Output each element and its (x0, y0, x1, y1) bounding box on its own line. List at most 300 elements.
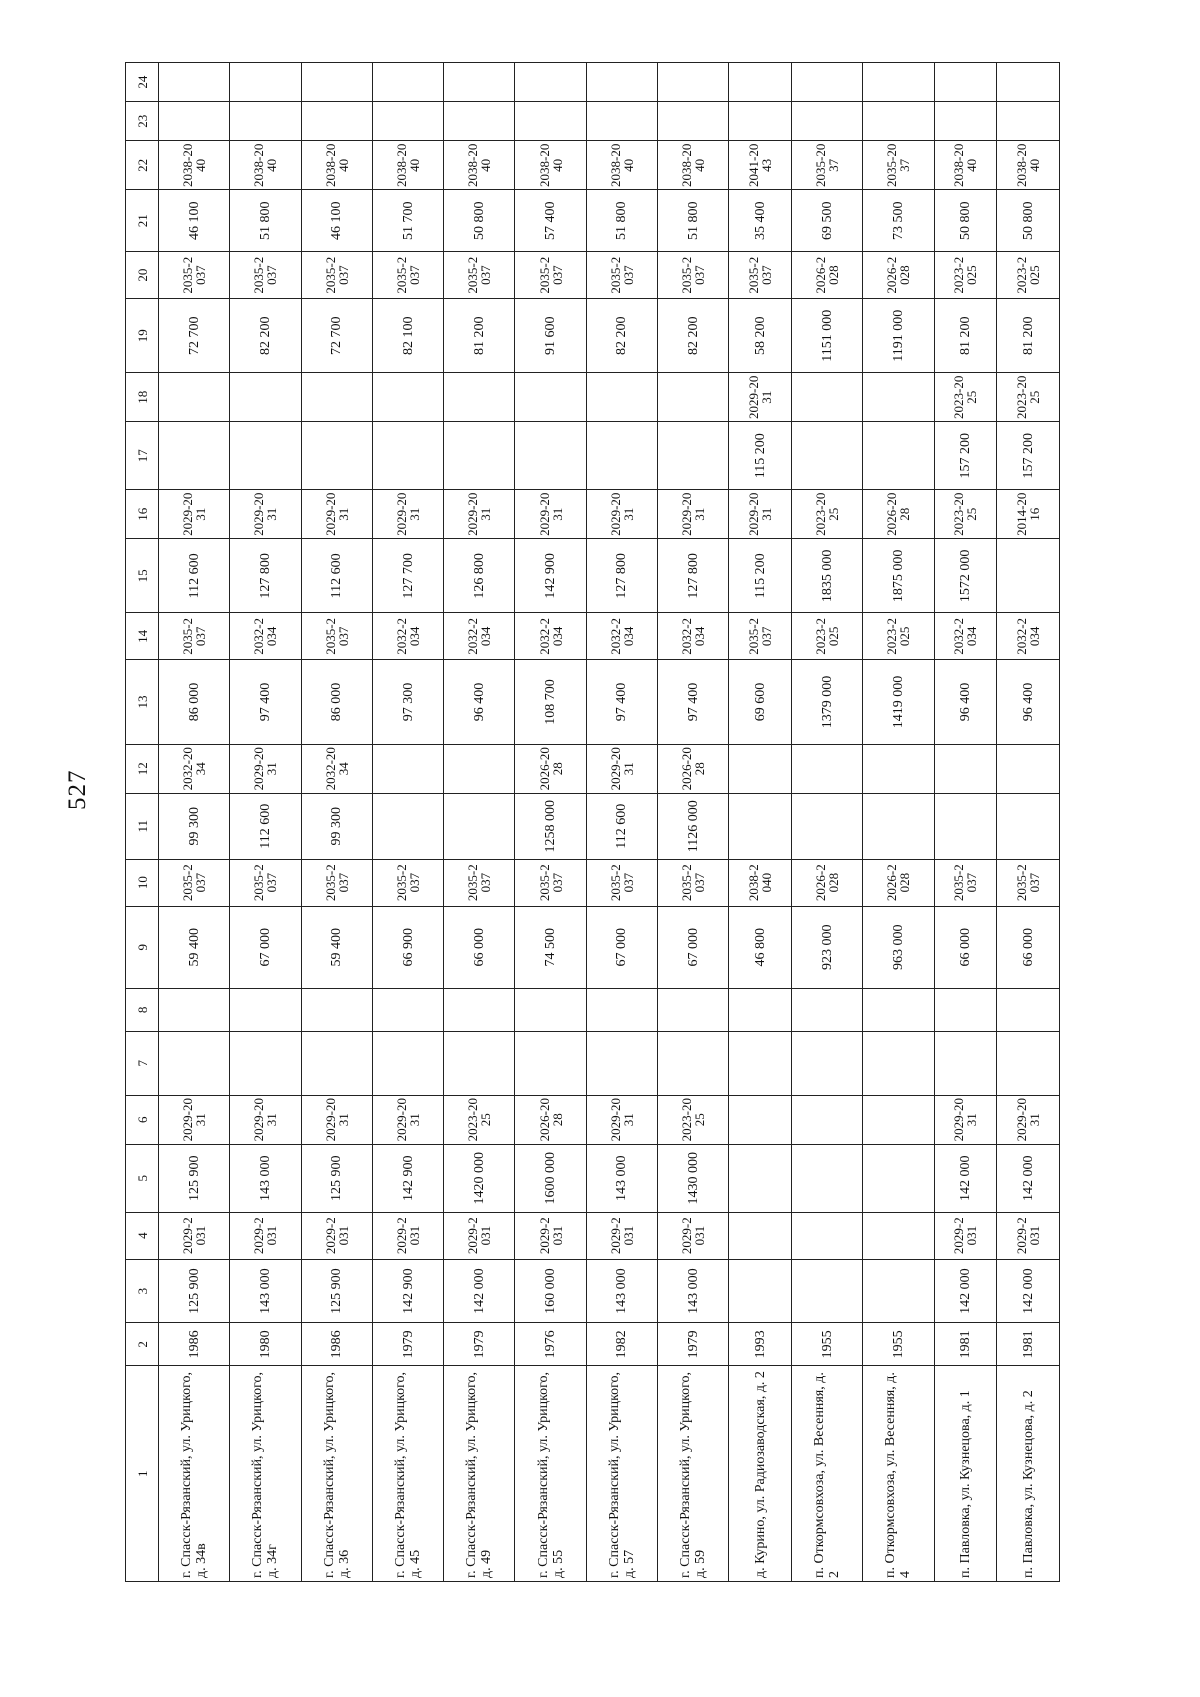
table-cell: 127 700 (372, 539, 443, 613)
data-table (125, 62, 1060, 1582)
table-cell: 50 800 (934, 190, 997, 252)
table-cell: 66 000 (934, 906, 997, 988)
table-cell (729, 1144, 792, 1212)
table-cell: 99 300 (159, 793, 230, 859)
table-cell: 97 400 (658, 660, 729, 744)
table-cell: 2035-2037 (301, 252, 372, 299)
table-cell: 74 500 (515, 906, 586, 988)
table-cell (658, 102, 729, 141)
table-cell: 67 000 (658, 906, 729, 988)
table-cell: 2029-2031 (372, 1212, 443, 1259)
table-cell: 142 000 (997, 1144, 1060, 1212)
table-cell: 142 000 (934, 1144, 997, 1212)
table-cell: 142 000 (997, 1259, 1060, 1323)
table-cell: 2023-2025 (658, 1095, 729, 1144)
table-cell: 2026-2028 (863, 859, 934, 906)
table-cell: 51 800 (658, 190, 729, 252)
table-cell (372, 102, 443, 141)
table-cell (444, 793, 515, 859)
column-header: 24 (126, 63, 159, 102)
table-cell (729, 102, 792, 141)
table-cell: 66 000 (444, 906, 515, 988)
address-cell: г. Спасск-Рязанский, ул. Урицкого, д. 34г (230, 1366, 301, 1582)
table-cell: 2029-2031 (997, 1095, 1060, 1144)
table-cell (658, 63, 729, 102)
table-cell: 2029-2031 (515, 490, 586, 539)
table-cell: 2023-2025 (997, 252, 1060, 299)
table-cell: 112 600 (586, 793, 657, 859)
table-cell: 2029-2031 (658, 1212, 729, 1259)
address-cell: п. Павловка, ул. Кузнецова, д. 1 (934, 1366, 997, 1582)
table-cell: 2035-2037 (658, 252, 729, 299)
table-cell: 127 800 (658, 539, 729, 613)
table-cell (934, 988, 997, 1031)
table-cell (372, 422, 443, 490)
table-cell: 2029-2031 (515, 1212, 586, 1259)
column-header: 20 (126, 252, 159, 299)
table-cell: 2035-2037 (372, 252, 443, 299)
table-cell: 127 800 (230, 539, 301, 613)
table-cell: 2035-2037 (792, 141, 863, 190)
table-cell: 2038-2040 (159, 141, 230, 190)
table-cell: 1258 000 (515, 793, 586, 859)
table-row (159, 63, 230, 1582)
table-cell: 2026-2028 (863, 490, 934, 539)
table-cell: 2035-2037 (301, 613, 372, 660)
table-cell: 81 200 (444, 299, 515, 373)
table-cell: 72 700 (301, 299, 372, 373)
table-cell (515, 63, 586, 102)
table-cell: 1126 000 (658, 793, 729, 859)
table-cell: 2038-2040 (934, 141, 997, 190)
table-row (301, 63, 372, 1582)
table-cell: 66 900 (372, 906, 443, 988)
table-cell: 1379 000 (792, 660, 863, 744)
table-cell: 2029-2031 (586, 744, 657, 793)
table-cell: 97 400 (230, 660, 301, 744)
address-cell: д. Курино, ул. Радиозаводская, д. 2 (729, 1366, 792, 1582)
page-number: 527 (64, 769, 91, 810)
table-cell: 127 800 (586, 539, 657, 613)
table-cell (444, 422, 515, 490)
table-cell (444, 373, 515, 422)
table-cell (792, 988, 863, 1031)
table-cell (934, 1031, 997, 1095)
table-cell: 46 100 (159, 190, 230, 252)
table-cell (863, 1212, 934, 1259)
table-cell (792, 373, 863, 422)
column-header: 15 (126, 539, 159, 613)
table-cell: 112 600 (301, 539, 372, 613)
table-cell: 51 700 (372, 190, 443, 252)
table-cell: 112 600 (230, 793, 301, 859)
table-row (586, 63, 657, 1582)
table-cell (444, 1031, 515, 1095)
table-cell: 2032-2034 (934, 613, 997, 660)
table-cell (863, 373, 934, 422)
table-cell (301, 373, 372, 422)
table-cell: 91 600 (515, 299, 586, 373)
table-row (444, 63, 515, 1582)
table-cell: 1986 (159, 1323, 230, 1366)
table-cell: 2029-2031 (586, 490, 657, 539)
table-cell: 1430 000 (658, 1144, 729, 1212)
table-cell: 2029-2031 (444, 1212, 515, 1259)
table-cell: 108 700 (515, 660, 586, 744)
table-cell: 2029-2031 (230, 1212, 301, 1259)
table-cell: 1982 (586, 1323, 657, 1366)
table-cell: 2029-2031 (301, 1212, 372, 1259)
table-cell: 2029-2031 (301, 1095, 372, 1144)
column-header: 6 (126, 1095, 159, 1144)
table-cell: 2029-2031 (159, 1095, 230, 1144)
table-cell (729, 744, 792, 793)
table-cell: 125 900 (159, 1144, 230, 1212)
table-cell: 2026-2028 (863, 252, 934, 299)
table-cell: 2035-2037 (515, 252, 586, 299)
table-cell: 2041-2043 (729, 141, 792, 190)
table-cell: 143 000 (586, 1144, 657, 1212)
table-cell: 2035-2037 (997, 859, 1060, 906)
column-header: 18 (126, 373, 159, 422)
table-cell: 82 200 (658, 299, 729, 373)
table-cell (515, 988, 586, 1031)
table-cell: 72 700 (159, 299, 230, 373)
table-cell: 66 000 (997, 906, 1060, 988)
column-header: 12 (126, 744, 159, 793)
table-cell: 142 900 (372, 1259, 443, 1323)
table-cell: 2035-2037 (372, 859, 443, 906)
table-cell: 2035-2037 (230, 252, 301, 299)
table-cell: 1191 000 (863, 299, 934, 373)
table-cell: 2038-2040 (301, 141, 372, 190)
table-cell: 2023-2025 (444, 1095, 515, 1144)
table-cell: 115 200 (729, 539, 792, 613)
table-cell: 1151 000 (792, 299, 863, 373)
table-cell: 96 400 (934, 660, 997, 744)
table-cell: 2035-2037 (444, 859, 515, 906)
table-cell (230, 373, 301, 422)
table-cell: 1955 (792, 1323, 863, 1366)
table-cell (863, 422, 934, 490)
table-cell: 46 100 (301, 190, 372, 252)
table-cell (159, 422, 230, 490)
table-cell (230, 988, 301, 1031)
table-cell (159, 988, 230, 1031)
table-body (159, 63, 1060, 1582)
table-cell: 2029-2031 (729, 490, 792, 539)
table-cell (230, 63, 301, 102)
table-cell: 86 000 (301, 660, 372, 744)
table-cell: 923 000 (792, 906, 863, 988)
table-cell (159, 373, 230, 422)
table-cell: 2029-2031 (997, 1212, 1060, 1259)
address-cell: п. Откормсовхоза, ул. Весенняя, д. 2 (792, 1366, 863, 1582)
table-cell (863, 63, 934, 102)
table-cell: 2029-2031 (658, 490, 729, 539)
table-cell: 73 500 (863, 190, 934, 252)
table-cell: 2032-2034 (159, 744, 230, 793)
address-cell: п. Откормсовхоза, ул. Весенняя, д. 4 (863, 1366, 934, 1582)
table-row (729, 63, 792, 1582)
table-cell (301, 102, 372, 141)
table-cell: 1835 000 (792, 539, 863, 613)
table-cell (863, 1095, 934, 1144)
table-cell: 115 200 (729, 422, 792, 490)
table-cell (159, 1031, 230, 1095)
table-cell: 57 400 (515, 190, 586, 252)
table-cell: 2029-2031 (159, 490, 230, 539)
table-cell (863, 102, 934, 141)
table-cell: 2035-2037 (159, 859, 230, 906)
table-cell (230, 1031, 301, 1095)
table-cell: 2029-2031 (230, 744, 301, 793)
table-cell: 97 300 (372, 660, 443, 744)
table-cell: 2029-2031 (230, 490, 301, 539)
table-cell: 2032-2034 (658, 613, 729, 660)
table-cell (792, 1144, 863, 1212)
table-cell (586, 422, 657, 490)
table-cell: 2035-2037 (515, 859, 586, 906)
column-header: 7 (126, 1031, 159, 1095)
table-cell (863, 793, 934, 859)
table-cell (792, 744, 863, 793)
table-cell: 69 600 (729, 660, 792, 744)
table-row (658, 63, 729, 1582)
table-cell: 2032-2034 (444, 613, 515, 660)
table-cell: 2038-2040 (658, 141, 729, 190)
table-cell: 1572 000 (934, 539, 997, 613)
column-header: 2 (126, 1323, 159, 1366)
table-cell: 51 800 (586, 190, 657, 252)
table-cell (729, 1212, 792, 1259)
table-cell (658, 373, 729, 422)
address-cell: г. Спасск-Рязанский, ул. Урицкого, д. 36 (301, 1366, 372, 1582)
address-cell: г. Спасск-Рязанский, ул. Урицкого, д. 59 (658, 1366, 729, 1582)
table-cell: 1955 (863, 1323, 934, 1366)
table-cell: 2029-2031 (301, 490, 372, 539)
table-cell: 46 800 (729, 906, 792, 988)
table-cell (372, 373, 443, 422)
table-cell (444, 744, 515, 793)
table-cell: 96 400 (444, 660, 515, 744)
table-cell: 2035-2037 (230, 859, 301, 906)
table-cell: 2026-2028 (658, 744, 729, 793)
table-cell (658, 422, 729, 490)
table-cell: 1993 (729, 1323, 792, 1366)
table-cell (372, 793, 443, 859)
table-cell: 2035-2037 (729, 613, 792, 660)
table-cell: 2032-2034 (997, 613, 1060, 660)
table-cell: 96 400 (997, 660, 1060, 744)
table-cell: 82 200 (230, 299, 301, 373)
column-header: 22 (126, 141, 159, 190)
table-cell: 2035-2037 (729, 252, 792, 299)
column-header: 19 (126, 299, 159, 373)
table-cell: 2023-2025 (934, 490, 997, 539)
table-cell: 2035-2037 (159, 613, 230, 660)
table-cell: 2035-2037 (586, 859, 657, 906)
column-header: 8 (126, 988, 159, 1031)
table-cell (997, 539, 1060, 613)
table-cell: 112 600 (159, 539, 230, 613)
table-cell: 67 000 (586, 906, 657, 988)
table-cell: 2032-2034 (301, 744, 372, 793)
address-cell: г. Спасск-Рязанский, ул. Урицкого, д. 34в (159, 1366, 230, 1582)
table-cell: 2029-2031 (586, 1212, 657, 1259)
table-cell: 2026-2028 (792, 252, 863, 299)
column-header: 13 (126, 660, 159, 744)
table-row (934, 63, 997, 1582)
table-cell: 2038-2040 (444, 141, 515, 190)
column-header: 10 (126, 859, 159, 906)
table-cell (729, 63, 792, 102)
table-cell (515, 1031, 586, 1095)
table-cell: 125 900 (301, 1144, 372, 1212)
table-cell: 142 900 (515, 539, 586, 613)
table-cell: 81 200 (997, 299, 1060, 373)
column-header: 16 (126, 490, 159, 539)
table-cell: 2023-2025 (792, 490, 863, 539)
table-cell: 143 000 (230, 1144, 301, 1212)
table-cell (997, 102, 1060, 141)
table-cell: 125 900 (301, 1259, 372, 1323)
rotated-table-container (125, 62, 1060, 1582)
table-cell: 1976 (515, 1323, 586, 1366)
table-cell: 142 000 (444, 1259, 515, 1323)
table-row (515, 63, 586, 1582)
table-cell (159, 102, 230, 141)
table-cell: 2023-2025 (792, 613, 863, 660)
table-cell: 157 200 (934, 422, 997, 490)
table-cell: 67 000 (230, 906, 301, 988)
table-cell: 1419 000 (863, 660, 934, 744)
address-cell: г. Спасск-Рязанский, ул. Урицкого, д. 55 (515, 1366, 586, 1582)
table-cell (997, 1031, 1060, 1095)
table-cell (444, 63, 515, 102)
table-cell: 81 200 (934, 299, 997, 373)
table-cell (230, 422, 301, 490)
table-cell (372, 1031, 443, 1095)
table-cell (729, 1095, 792, 1144)
table-cell: 2026-2028 (515, 1095, 586, 1144)
table-cell (997, 63, 1060, 102)
table-cell (301, 988, 372, 1031)
table-cell (658, 988, 729, 1031)
table-cell (934, 63, 997, 102)
table-cell (863, 1031, 934, 1095)
table-cell (729, 988, 792, 1031)
table-cell: 2038-2040 (586, 141, 657, 190)
table-cell: 142 900 (372, 1144, 443, 1212)
table-cell: 2029-2031 (934, 1212, 997, 1259)
table-cell: 2029-2031 (444, 490, 515, 539)
table-cell: 2029-2031 (230, 1095, 301, 1144)
table-cell: 2023-2025 (997, 373, 1060, 422)
address-cell: п. Павловка, ул. Кузнецова, д. 2 (997, 1366, 1060, 1582)
table-cell (515, 373, 586, 422)
table-cell: 1979 (372, 1323, 443, 1366)
table-cell: 2032-2034 (230, 613, 301, 660)
table-cell: 69 500 (792, 190, 863, 252)
table-cell: 1875 000 (863, 539, 934, 613)
table-cell: 86 000 (159, 660, 230, 744)
table-cell (372, 988, 443, 1031)
table-cell: 160 000 (515, 1259, 586, 1323)
column-header: 4 (126, 1212, 159, 1259)
table-cell: 59 400 (301, 906, 372, 988)
table-cell: 2035-2037 (586, 252, 657, 299)
table-cell: 2029-2031 (159, 1212, 230, 1259)
column-header: 23 (126, 102, 159, 141)
table-cell (792, 63, 863, 102)
table-row (372, 63, 443, 1582)
table-cell (301, 1031, 372, 1095)
table-cell: 2032-2034 (586, 613, 657, 660)
table-cell: 2029-2031 (372, 490, 443, 539)
table-cell: 35 400 (729, 190, 792, 252)
table-cell (792, 422, 863, 490)
table-cell: 143 000 (658, 1259, 729, 1323)
table-row (230, 63, 301, 1582)
table-cell: 2038-2040 (515, 141, 586, 190)
table-cell: 2029-2031 (934, 1095, 997, 1144)
column-header: 21 (126, 190, 159, 252)
table-cell: 82 200 (586, 299, 657, 373)
table-cell: 2038-2040 (729, 859, 792, 906)
table-cell (301, 422, 372, 490)
table-cell: 2029-2031 (729, 373, 792, 422)
table-cell: 2023-2025 (934, 252, 997, 299)
column-header: 14 (126, 613, 159, 660)
table-cell (997, 793, 1060, 859)
table-cell: 2026-2028 (515, 744, 586, 793)
header-row (126, 63, 159, 1582)
table-cell (934, 744, 997, 793)
table-cell: 1981 (997, 1323, 1060, 1366)
table-cell (997, 988, 1060, 1031)
table-cell (658, 1031, 729, 1095)
table-cell: 2038-2040 (997, 141, 1060, 190)
table-cell: 2035-2037 (934, 859, 997, 906)
table-cell: 50 800 (444, 190, 515, 252)
table-cell: 2029-2031 (586, 1095, 657, 1144)
table-cell (997, 744, 1060, 793)
table-cell (586, 373, 657, 422)
table-cell (586, 988, 657, 1031)
table-cell (729, 1259, 792, 1323)
address-cell: г. Спасск-Рязанский, ул. Урицкого, д. 49 (444, 1366, 515, 1582)
table-cell (301, 63, 372, 102)
table-cell (515, 422, 586, 490)
table-cell (444, 988, 515, 1031)
address-cell: г. Спасск-Рязанский, ул. Урицкого, д. 45 (372, 1366, 443, 1582)
table-cell (729, 1031, 792, 1095)
table-cell: 2035-2037 (159, 252, 230, 299)
table-cell: 143 000 (230, 1259, 301, 1323)
table-cell (792, 793, 863, 859)
table-cell: 97 400 (586, 660, 657, 744)
table-row (997, 63, 1060, 1582)
table-cell (934, 793, 997, 859)
table-cell (863, 744, 934, 793)
table-cell (586, 102, 657, 141)
table-cell (372, 63, 443, 102)
table-cell: 126 800 (444, 539, 515, 613)
table-cell: 143 000 (586, 1259, 657, 1323)
table-cell (372, 744, 443, 793)
table-cell: 51 800 (230, 190, 301, 252)
